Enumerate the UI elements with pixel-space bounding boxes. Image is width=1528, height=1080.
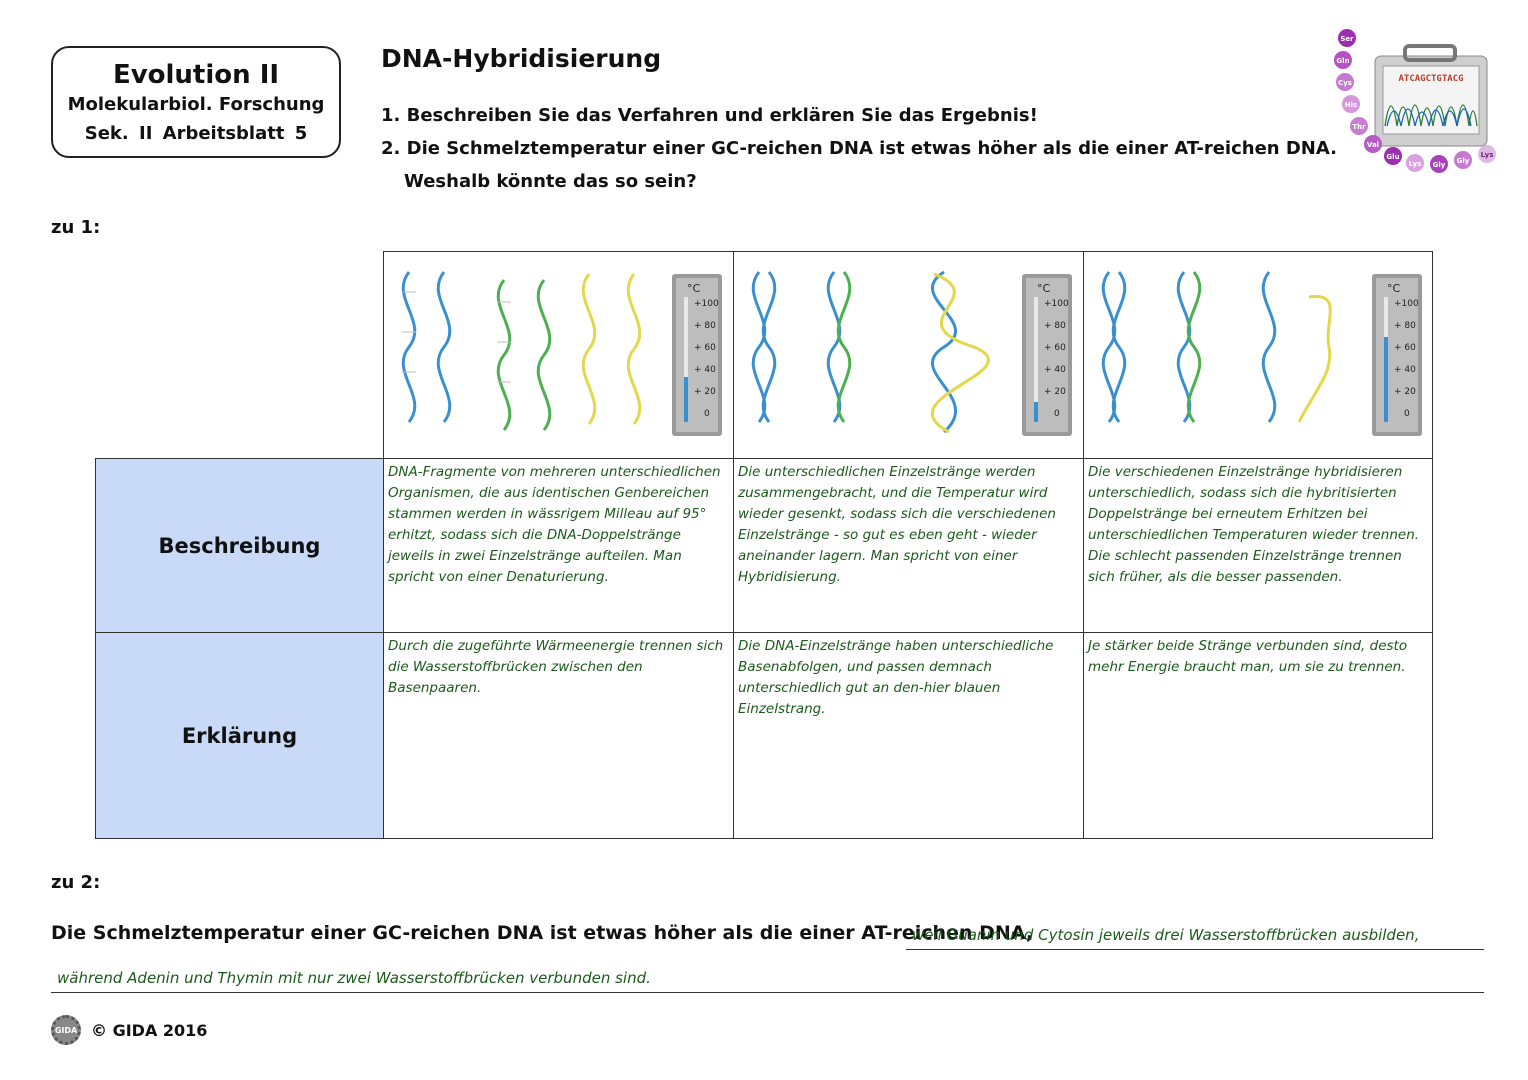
svg-text:Lys: Lys: [1408, 160, 1422, 168]
svg-text:+ 80: + 80: [1394, 321, 1416, 331]
dna-strands-separated-icon: [384, 252, 733, 458]
svg-text:Lys: Lys: [1480, 151, 1494, 159]
svg-text:Thr: Thr: [1352, 123, 1366, 131]
erklaerung-step-1: Durch die zugeführte Wärmeenergie trennen sich die Wasserstoffbrücken zwischen den Basenpaaren.: [383, 632, 734, 839]
beschreibung-step-3: Die verschiedenen Einzelstränge hybridisieren unterschiedlich, sodass sich die hybritisierten Doppelstränge bei erneutem Erhitzen bei unterschiedlichen Temperaturen wieder trennen. Die schlecht passenden Einzelstränge trennen sich früher, als die besser passenden.: [1083, 458, 1433, 633]
svg-text:°C: °C: [687, 282, 701, 295]
svg-text:+ 20: + 20: [1044, 387, 1066, 397]
svg-text:Gly: Gly: [1456, 157, 1470, 165]
svg-text:+100: +100: [694, 299, 719, 309]
question-2-statement: Die Schmelztemperatur einer GC-reichen DNA ist etwas höher als die einer AT-reichen DNA,: [51, 922, 1034, 944]
copyright: © GIDA 2016: [91, 1020, 208, 1040]
svg-text:0: 0: [1404, 409, 1410, 419]
svg-text:+ 40: + 40: [694, 365, 716, 375]
svg-text:His: His: [1344, 101, 1358, 109]
svg-text:+ 80: + 80: [1044, 321, 1066, 331]
logo-sequence: ATCAGCTGTACG: [1398, 74, 1464, 84]
svg-text:+100: +100: [1044, 299, 1069, 309]
thermometer-icon: [1372, 274, 1422, 436]
row-label-erklaerung: Erklärung: [95, 632, 384, 839]
section-1-label: zu 1:: [51, 217, 101, 238]
page-heading: DNA-Hybridisierung: [381, 44, 662, 73]
svg-text:+ 80: + 80: [694, 321, 716, 331]
illustration-denaturation: [383, 251, 734, 459]
task-2: 2. Die Schmelztemperatur einer GC-reichen DNA ist etwas höher als die einer AT-reichen DNA.: [381, 138, 1337, 159]
svg-text:0: 0: [704, 409, 710, 419]
answer-line-1: weil Guanin und Cytosin jeweils drei Wasserstoffbrücken ausbilden,: [906, 926, 1484, 950]
svg-text:+ 60: + 60: [694, 343, 716, 353]
row-label-beschreibung: Beschreibung: [95, 458, 384, 633]
svg-text:Gly: Gly: [1432, 161, 1446, 169]
task-1: 1. Beschreiben Sie das Verfahren und erklären Sie das Ergebnis!: [381, 105, 1038, 126]
section-2-label: zu 2:: [51, 872, 101, 893]
svg-text:0: 0: [1054, 409, 1060, 419]
dna-strands-hybridizing-icon: [734, 252, 1083, 458]
task-2-question: Weshalb könnte das so sein?: [404, 171, 697, 192]
svg-text:+100: +100: [1394, 299, 1419, 309]
svg-text:Glu: Glu: [1386, 153, 1400, 161]
svg-text:Cys: Cys: [1338, 79, 1352, 87]
gida-logo-icon: GIDA: [51, 1015, 81, 1045]
svg-text:+ 40: + 40: [1394, 365, 1416, 375]
illustration-hybridization: [733, 251, 1084, 459]
svg-text:°C: °C: [1387, 282, 1401, 295]
beschreibung-step-2: Die unterschiedlichen Einzelstränge werden zusammengebracht, und die Temperatur wird wieder gesenkt, sodass sich die verschiedenen Einzelstränge - so gut es eben geht - wieder aneinander lagern. Man spricht von einer Hybridisierung.: [733, 458, 1084, 633]
svg-text:+ 20: + 20: [1394, 387, 1416, 397]
footer: [51, 1015, 207, 1045]
beschreibung-step-1: DNA-Fragmente von mehreren unterschiedlichen Organismen, die aus identischen Genbereichen stammen werden in wässrigem Milleau auf 95° erhitzt, sodass sich die DNA-Doppelstränge jeweils in zwei Einzelstränge aufteilen. Man spricht von einer Denaturierung.: [383, 458, 734, 633]
svg-text:+ 60: + 60: [1044, 343, 1066, 353]
erklaerung-step-3: Je stärker beide Stränge verbunden sind, desto mehr Energie braucht man, um sie zu trennen.: [1083, 632, 1433, 839]
svg-text:+ 40: + 40: [1044, 365, 1066, 375]
dna-strands-reheated-icon: [1084, 252, 1432, 458]
thermometer-icon: [1022, 274, 1072, 436]
svg-text:+ 60: + 60: [1394, 343, 1416, 353]
worksheet-sheet-number: Sek. II Arbeitsblatt 5: [84, 123, 308, 144]
svg-text:Gln: Gln: [1336, 57, 1350, 65]
illustration-reheating: [1083, 251, 1433, 459]
svg-text:+ 20: + 20: [694, 387, 716, 397]
svg-text:°C: °C: [1037, 282, 1051, 295]
svg-text:Val: Val: [1366, 141, 1380, 149]
worksheet-subtitle: Molekularbiol. Forschung: [67, 94, 325, 115]
erklaerung-step-2: Die DNA-Einzelstränge haben unterschiedliche Basenabfolgen, und passen demnach unterschiedlich gut an den-hier blauen Einzelstrang.: [733, 632, 1084, 839]
thermometer-icon: [672, 274, 722, 436]
answer-line-2: während Adenin und Thymin mit nur zwei Wasserstoffbrücken verbunden sind.: [51, 969, 1484, 993]
worksheet-title: Evolution II: [112, 60, 280, 90]
worksheet-title-box: [51, 46, 341, 158]
dna-logo-icon: [1333, 26, 1503, 186]
svg-text:Ser: Ser: [1340, 35, 1354, 43]
